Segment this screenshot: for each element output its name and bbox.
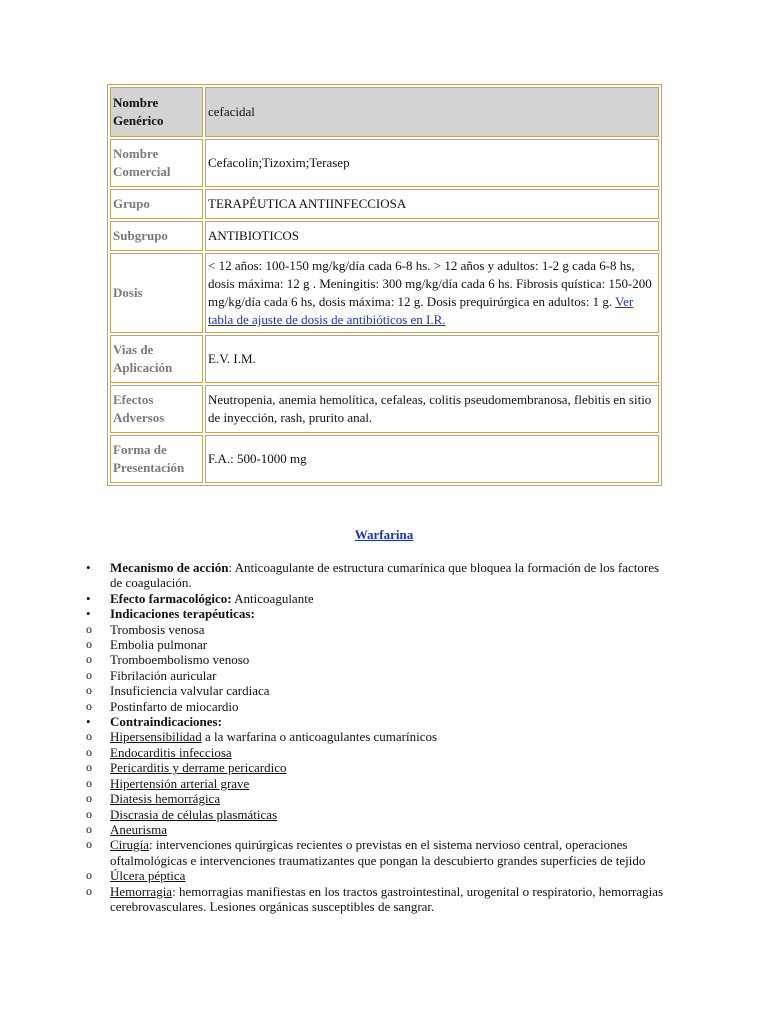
dosis-text: < 12 años: 100-150 mg/kg/día cada 6-8 hs. > 12 años y adultos: 1-2 g cada 6-8 hs, dosis máxima: 12 g . Meningitis: 300 mg/kg/día cada 6 hs. Fibrosis quística: 150-200 mg/kg/día cada 6 hs, dosis máxima: 12 g. Dosis prequirúrgica en adultos: 1 g.	[208, 258, 652, 309]
value-nombre-comercial: Cefacolín;Tizoxim;Terasep	[205, 139, 659, 187]
row-nombre-comercial	[110, 139, 659, 187]
list-item	[86, 560, 666, 591]
list-item	[86, 745, 666, 760]
drug-info-table	[107, 84, 662, 486]
sub-marker: o	[86, 698, 92, 713]
sub-marker: o	[86, 883, 92, 898]
contraindicacion-link[interactable]: Pericarditis y derrame pericardico	[110, 760, 287, 776]
efecto-text: Anticoagulante	[231, 590, 314, 606]
hipersensibilidad-text: a la warfarina o anticoagulantes cumarínicos	[201, 729, 438, 745]
list-item	[86, 807, 666, 822]
label-subgrupo: Subgrupo	[110, 221, 203, 251]
label-vias: Vias de Aplicación	[110, 335, 203, 383]
bullet-marker: •	[86, 560, 91, 575]
value-vias: E.V. I.M.	[205, 335, 659, 383]
dosis-adjust-link[interactable]: Ver tabla de ajuste de dosis de antibióticos en I.R.	[208, 294, 634, 327]
list-item	[86, 884, 666, 915]
list-item	[86, 606, 666, 621]
sub-marker: o	[86, 667, 92, 682]
value-efectos: Neutropenia, anemia hemolítica, cefaleas, colitis pseudomembranosa, flebitis en sitio de inyección, rash, prurito anal.	[205, 385, 659, 433]
row-forma	[110, 435, 659, 483]
indicacion-text: Postinfarto de miocardio	[110, 698, 239, 714]
indicaciones-label: Indicaciones terapéuticas:	[110, 606, 255, 622]
list-item	[86, 699, 666, 714]
label-nombre-comercial: Nombre Comercial	[110, 139, 203, 187]
ulcera-link[interactable]: Úlcera péptica	[110, 868, 186, 884]
hipersensibilidad-link[interactable]: Hipersensibilidad	[110, 729, 202, 745]
value-subgrupo: ANTIBIOTICOS	[205, 221, 659, 251]
label-dosis: Dosis	[110, 253, 203, 333]
list-item	[86, 776, 666, 791]
list-item	[86, 868, 666, 883]
list-item	[86, 652, 666, 667]
row-subgrupo	[110, 221, 659, 251]
sub-marker: o	[86, 760, 92, 775]
sub-marker: o	[86, 637, 92, 652]
row-vias	[110, 335, 659, 383]
label-grupo: Grupo	[110, 189, 203, 219]
list-item	[86, 837, 666, 868]
list-item	[86, 622, 666, 637]
list-item	[86, 760, 666, 775]
sub-marker: o	[86, 683, 92, 698]
mecanismo-text: : Anticoagulante de estructura cumarínica que bloquea la formación de los factores de coagulación.	[110, 560, 660, 591]
list-item	[86, 791, 666, 806]
label-efectos: Efectos Adversos	[110, 385, 203, 433]
bullet-marker: •	[86, 606, 91, 622]
list-item	[86, 714, 666, 729]
contraindicacion-link[interactable]: Diatesis hemorrágica	[110, 791, 221, 807]
label-forma: Forma de Presentación	[110, 435, 203, 483]
indicacion-text: Insuficiencia valvular cardiaca	[110, 683, 270, 699]
mecanismo-label: Mecanismo de acción	[110, 560, 229, 575]
list-item	[86, 729, 666, 744]
warfarina-link[interactable]: Warfarina	[354, 527, 414, 542]
row-grupo	[110, 189, 659, 219]
list-item	[86, 591, 666, 606]
sub-marker: o	[86, 744, 92, 759]
hemorragia-link[interactable]: Hemorragia	[110, 883, 173, 899]
list-item	[86, 637, 666, 652]
contraindicacion-link[interactable]: Discrasia de células plasmáticas	[110, 806, 278, 822]
contraindicacion-link[interactable]: Endocarditis infecciosa	[110, 744, 232, 760]
list-item	[86, 822, 666, 837]
sub-marker: o	[86, 775, 92, 790]
contraindicacion-link[interactable]: Hipertensión arterial grave	[110, 775, 250, 791]
value-nombre-generico: cefacidal	[205, 87, 659, 137]
value-grupo: TERAPÉUTICA ANTIINFECCIOSA	[205, 189, 659, 219]
sub-marker: o	[86, 729, 92, 744]
contraindicacion-link[interactable]: Aneurisma	[110, 821, 168, 837]
sub-marker: o	[86, 837, 92, 852]
warfarina-list	[86, 560, 666, 914]
sub-marker: o	[86, 621, 92, 636]
indicacion-text: Tromboembolismo venoso	[110, 652, 250, 668]
indicacion-text: Trombosis venosa	[110, 621, 205, 637]
indicacion-text: Embolia pulmonar	[110, 637, 208, 653]
sub-marker: o	[86, 652, 92, 667]
sub-marker: o	[86, 806, 92, 821]
sub-marker: o	[86, 821, 92, 836]
contraindicaciones-label: Contraindicaciones:	[110, 714, 222, 730]
list-item	[86, 683, 666, 698]
row-nombre-generico	[110, 87, 659, 137]
bullet-marker: •	[86, 714, 91, 730]
row-efectos	[110, 385, 659, 433]
section-title	[0, 527, 768, 543]
bullet-marker: •	[86, 590, 91, 606]
list-item	[86, 668, 666, 683]
label-nombre-generico: Nombre Genérico	[110, 87, 203, 137]
row-dosis	[110, 253, 659, 333]
sub-marker: o	[86, 791, 92, 806]
hemorragia-text: : hemorragias manifiestas en los tractos gastrointestinal, urogenital o respiratorio, hemorragias cerebrovasculares. Lesiones orgánicas susceptibles de sangrar.	[110, 883, 664, 914]
value-forma: F.A.: 500-1000 mg	[205, 435, 659, 483]
indicacion-text: Fibrilación auricular	[110, 667, 217, 683]
value-dosis	[205, 253, 659, 333]
cirugia-text: : intervenciones quirúrgicas recientes o previstas en el sistema nervioso central, operaciones oftalmológicas e intervenciones traumatizantes que pongan la descubierto grandes superficies de tejido	[110, 837, 646, 868]
sub-marker: o	[86, 868, 92, 883]
cirugia-link[interactable]: Cirugía	[110, 837, 149, 853]
efecto-label: Efecto farmacológico:	[110, 590, 232, 606]
